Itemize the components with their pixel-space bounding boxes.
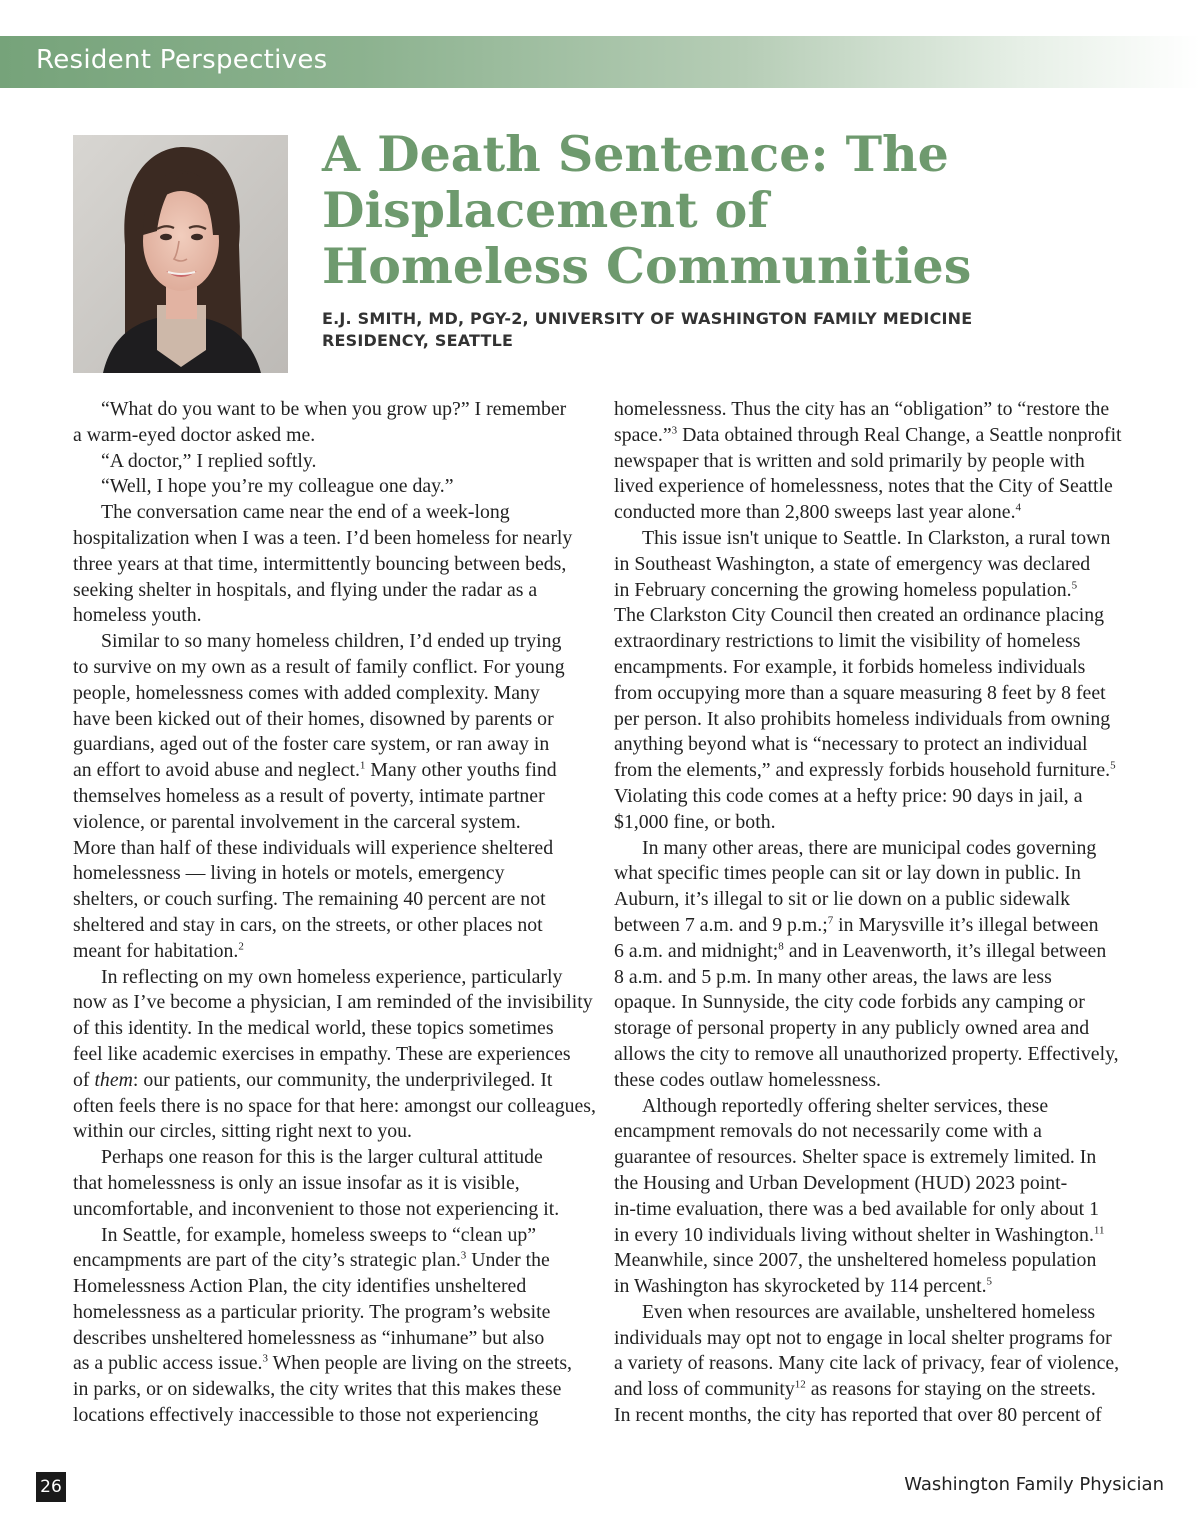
text-run: the Housing and Urban Development (HUD) 2023 point- — [614, 1171, 1068, 1194]
text-line — [73, 887, 593, 913]
text-line — [614, 707, 1134, 733]
text-line — [73, 1377, 593, 1403]
text-run: Many other youths find — [365, 759, 557, 782]
text-line — [614, 810, 1134, 836]
text-line — [73, 1274, 593, 1300]
text-line — [614, 500, 1134, 526]
text-run: in Washington has skyrocketed by 114 percent. — [614, 1275, 987, 1298]
text-line — [614, 758, 1134, 784]
text-run: Under the — [466, 1249, 550, 1272]
text-run: In recent months, the city has reported that over 80 percent of — [614, 1404, 1102, 1427]
text-line — [614, 1042, 1134, 1068]
text-line — [614, 1351, 1134, 1377]
text-line — [614, 552, 1134, 578]
text-run: per person. It also prohibits homeless individuals from owning — [614, 707, 1111, 730]
footnote-ref: 5 — [1110, 759, 1116, 772]
footnote-ref: 12 — [794, 1378, 806, 1391]
text-line — [614, 1300, 1134, 1326]
text-run: In reflecting on my own homeless experience, particularly — [101, 965, 563, 988]
footnote-ref: 2 — [238, 940, 244, 953]
text-run: describes unsheltered homelessness as “inhumane” but also — [73, 1326, 545, 1349]
text-line — [73, 939, 593, 965]
text-run: space.” — [614, 423, 672, 446]
text-line — [73, 1016, 593, 1042]
text-run: a warm-eyed doctor asked me. — [73, 423, 316, 446]
text-line — [73, 423, 593, 449]
text-line — [73, 578, 593, 604]
text-run: as a public access issue. — [73, 1352, 263, 1375]
text-run: shelters, or couch surfing. The remaining 40 percent are not — [73, 888, 546, 911]
text-run: In Seattle, for example, homeless sweeps to “clean up” — [101, 1223, 537, 1246]
text-line — [73, 1119, 593, 1145]
text-run: meant for habitation. — [73, 939, 239, 962]
text-run: hospitalization when I was a teen. I’d been homeless for nearly — [73, 526, 573, 549]
text-run: and loss of community — [614, 1378, 795, 1401]
text-line — [73, 603, 593, 629]
text-line — [73, 655, 593, 681]
text-line — [614, 861, 1134, 887]
text-line — [73, 552, 593, 578]
text-run: encampment removals do not necessarily come with a — [614, 1120, 1042, 1143]
text-line — [73, 500, 593, 526]
text-line — [73, 397, 593, 423]
text-line — [73, 1094, 596, 1120]
text-line — [614, 681, 1134, 707]
article-title-line: A Death Sentence: The — [322, 125, 949, 183]
text-run: Even when resources are available, unsheltered homeless — [642, 1300, 1096, 1323]
text-line — [73, 784, 593, 810]
text-line — [614, 526, 1134, 552]
text-run: these codes outlaw homelessness. — [614, 1068, 881, 1091]
emphasis-text: them — [94, 1068, 133, 1091]
text-line — [614, 913, 1134, 939]
footnote-ref: 1 — [359, 759, 366, 772]
text-line — [614, 1223, 1134, 1249]
text-line — [73, 1197, 593, 1223]
article-title-line: Homeless Communities — [322, 237, 972, 295]
text-line — [614, 449, 1134, 475]
text-run: guarantee of resources. Shelter space is extremely limited. In — [614, 1146, 1097, 1169]
text-run: Although reportedly offering shelter services, these — [642, 1094, 1049, 1117]
section-banner — [0, 36, 1200, 88]
page-number: 26 — [36, 1472, 66, 1502]
text-line — [614, 784, 1134, 810]
text-run: : our patients, our community, the underprivileged. It — [132, 1068, 553, 1091]
text-run: Meanwhile, since 2007, the unsheltered homeless population — [614, 1249, 1097, 1272]
text-line — [73, 1042, 593, 1068]
text-line — [73, 965, 593, 991]
text-run: feel like academic exercises in empathy. These are experiences — [73, 1042, 571, 1065]
text-line — [73, 707, 593, 733]
text-run: Similar to so many homeless children, I’d ended up trying — [101, 630, 562, 653]
text-run: Auburn, it’s illegal to sit or lie down on a public sidewalk — [614, 888, 1071, 911]
text-line — [614, 1171, 1134, 1197]
text-run: encampments are part of the city’s strategic plan. — [73, 1249, 461, 1272]
text-run: a variety of reasons. Many cite lack of privacy, fear of violence, — [614, 1352, 1120, 1375]
footnote-ref: 7 — [827, 914, 834, 927]
text-line — [614, 655, 1134, 681]
text-run: More than half of these individuals will experience sheltered — [73, 836, 554, 859]
footnote-ref: 3 — [671, 424, 678, 437]
text-line — [614, 1145, 1134, 1171]
body-column-left — [73, 397, 596, 1429]
text-run: individuals may opt not to engage in local shelter programs for — [614, 1326, 1112, 1349]
text-run: in every 10 individuals living without shelter in Washington. — [614, 1223, 1094, 1246]
text-line — [614, 990, 1134, 1016]
text-run: three years at that time, intermittently bouncing between beds, — [73, 552, 567, 575]
text-run: guardians, aged out of the foster care system, or ran away in — [73, 733, 550, 756]
text-line — [614, 732, 1134, 758]
footnote-ref: 3 — [460, 1249, 467, 1262]
publication-name: Washington Family Physician — [904, 1474, 1164, 1495]
text-run: “Well, I hope you’re my colleague one day.” — [101, 475, 454, 498]
author-portrait-image — [73, 135, 288, 373]
text-line — [614, 603, 1134, 629]
text-line — [73, 1248, 593, 1274]
text-run: The Clarkston City Council then created an ordinance placing — [614, 604, 1104, 627]
text-run: 8 a.m. and 5 p.m. In many other areas, the laws are less — [614, 965, 1052, 988]
text-line — [614, 1377, 1134, 1403]
text-line — [614, 578, 1134, 604]
text-run: Data obtained through Real Change, a Seattle nonprofit — [677, 423, 1122, 446]
footnote-ref: 11 — [1093, 1223, 1105, 1236]
text-run: homeless youth. — [73, 604, 202, 627]
text-run: Perhaps one reason for this is the larger cultural attitude — [101, 1146, 543, 1169]
text-line — [614, 474, 1134, 500]
text-line — [614, 1274, 1134, 1300]
text-line — [73, 1351, 593, 1377]
text-line — [73, 1171, 593, 1197]
text-line — [73, 526, 593, 552]
text-run: “What do you want to be when you grow up?” I remember — [101, 398, 567, 420]
text-run: encampments. For example, it forbids homeless individuals — [614, 655, 1086, 678]
text-run: often feels there is no space for that here: amongst our colleagues, — [73, 1094, 596, 1117]
footnote-ref: 3 — [262, 1352, 269, 1365]
byline-line: E.J. SMITH, MD, PGY-2, UNIVERSITY OF WASHINGTON FAMILY MEDICINE — [322, 309, 973, 328]
text-run: storage of personal property in any publicly owned area and — [614, 1017, 1090, 1040]
text-run: from the elements,” and expressly forbids household furniture. — [614, 759, 1111, 782]
text-run: an effort to avoid abuse and neglect. — [73, 759, 360, 782]
text-run: that homelessness is only an issue insofar as it is visible, — [73, 1171, 520, 1194]
footnote-ref: 8 — [778, 940, 784, 953]
text-line — [73, 1223, 593, 1249]
text-run: in February concerning the growing homeless population. — [614, 578, 1072, 601]
text-line — [73, 449, 593, 475]
text-run: locations effectively inaccessible to those not experiencing — [73, 1404, 539, 1427]
text-line — [73, 474, 593, 500]
text-line — [614, 1197, 1134, 1223]
text-run: allows the city to remove all unauthorized property. Effectively, — [614, 1042, 1119, 1065]
text-run: themselves homeless as a result of poverty, intimate partner — [73, 784, 545, 807]
text-line — [614, 1068, 1134, 1094]
text-run: of this identity. In the medical world, these topics sometimes — [73, 1017, 554, 1040]
text-line — [614, 629, 1134, 655]
text-run: sheltered and stay in cars, on the streets, or other places not — [73, 913, 543, 936]
text-run: seeking shelter in hospitals, and flying under the radar as a — [73, 578, 538, 601]
section-label: Resident Perspectives — [36, 45, 328, 75]
text-run: newspaper that is written and sold primarily by people with — [614, 449, 1085, 472]
text-run: now as I’ve become a physician, I am reminded of the invisibility — [73, 991, 593, 1014]
text-run: in Marysville it’s illegal between — [833, 913, 1099, 936]
text-line — [614, 1248, 1134, 1274]
text-line — [614, 939, 1134, 965]
text-line — [614, 1403, 1134, 1429]
text-line — [73, 629, 593, 655]
text-line — [614, 423, 1134, 449]
text-line — [73, 1068, 593, 1094]
text-run: $1,000 fine, or both. — [614, 810, 776, 833]
text-line — [614, 965, 1134, 991]
text-run: in parks, or on sidewalks, the city writes that this makes these — [73, 1378, 562, 1401]
text-run: homelessness. Thus the city has an “obligation” to “restore the — [614, 398, 1110, 420]
body-column-right — [614, 397, 1134, 1429]
text-run: conducted more than 2,800 sweeps last year alone. — [614, 501, 1016, 524]
text-run: anything beyond what is “necessary to protect an individual — [614, 733, 1088, 756]
text-run: 6 a.m. and midnight; — [614, 939, 779, 962]
author-byline — [322, 308, 1022, 352]
text-line — [614, 1094, 1134, 1120]
text-line — [73, 990, 593, 1016]
text-line — [73, 1300, 593, 1326]
text-run: between 7 a.m. and 9 p.m.; — [614, 913, 828, 936]
text-run: The conversation came near the end of a week-long — [101, 501, 510, 524]
text-line — [614, 1119, 1134, 1145]
text-run: from occupying more than a square measuring 8 feet by 8 feet — [614, 681, 1106, 704]
text-run: homelessness — living in hotels or motels, emergency — [73, 862, 505, 885]
article-title-line: Displacement of — [322, 181, 769, 239]
text-run: uncomfortable, and inconvenient to those not experiencing it. — [73, 1197, 560, 1220]
text-line — [614, 836, 1134, 862]
text-line — [73, 810, 593, 836]
text-run: people, homelessness comes with added complexity. Many — [73, 681, 540, 704]
text-line — [73, 913, 593, 939]
footnote-ref: 5 — [1071, 578, 1078, 591]
text-run: within our circles, sitting right next to you. — [73, 1120, 412, 1143]
text-run: to survive on my own as a result of family conflict. For young — [73, 655, 565, 678]
text-run: extraordinary restrictions to limit the visibility of homeless — [614, 630, 1081, 653]
footnote-ref: 5 — [986, 1275, 993, 1288]
text-line — [614, 887, 1134, 913]
text-run: opaque. In Sunnyside, the city code forbids any camping or — [614, 991, 1085, 1014]
text-line — [73, 681, 593, 707]
text-line — [73, 861, 593, 887]
text-run: “A doctor,” I replied softly. — [101, 449, 317, 472]
footnote-ref: 4 — [1015, 501, 1022, 514]
text-line — [73, 758, 593, 784]
text-run: as reasons for staying on the streets. — [805, 1378, 1096, 1401]
text-run: in Southeast Washington, a state of emergency was declared — [614, 552, 1091, 575]
text-line — [73, 1145, 593, 1171]
text-line — [614, 1016, 1134, 1042]
text-run: Violating this code comes at a hefty price: 90 days in jail, a — [614, 784, 1083, 807]
text-run: what specific times people can sit or lay down in public. In — [614, 862, 1081, 885]
article-title — [322, 126, 982, 294]
text-line — [614, 397, 1134, 423]
text-line — [73, 1403, 593, 1429]
text-run: in-time evaluation, there was a bed available for only about 1 — [614, 1197, 1100, 1220]
byline-line: RESIDENCY, SEATTLE — [322, 331, 514, 350]
text-line — [73, 1326, 593, 1352]
text-run: homelessness as a particular priority. The program’s website — [73, 1300, 551, 1323]
text-run: and in Leavenworth, it’s illegal between — [783, 939, 1107, 962]
text-run: violence, or parental involvement in the carceral system. — [73, 810, 521, 833]
text-run: lived experience of homelessness, notes that the City of Seattle — [614, 475, 1113, 498]
author-photo — [73, 135, 288, 373]
text-line — [73, 836, 593, 862]
text-run: When people are living on the streets, — [268, 1352, 572, 1375]
text-line — [614, 1326, 1134, 1352]
text-run: have been kicked out of their homes, disowned by parents or — [73, 707, 554, 730]
text-run: of — [73, 1068, 95, 1091]
text-run: Homelessness Action Plan, the city identifies unsheltered — [73, 1275, 527, 1298]
text-run: In many other areas, there are municipal codes governing — [642, 836, 1097, 859]
text-line — [73, 732, 593, 758]
text-run: This issue isn't unique to Seattle. In Clarkston, a rural town — [642, 526, 1111, 549]
